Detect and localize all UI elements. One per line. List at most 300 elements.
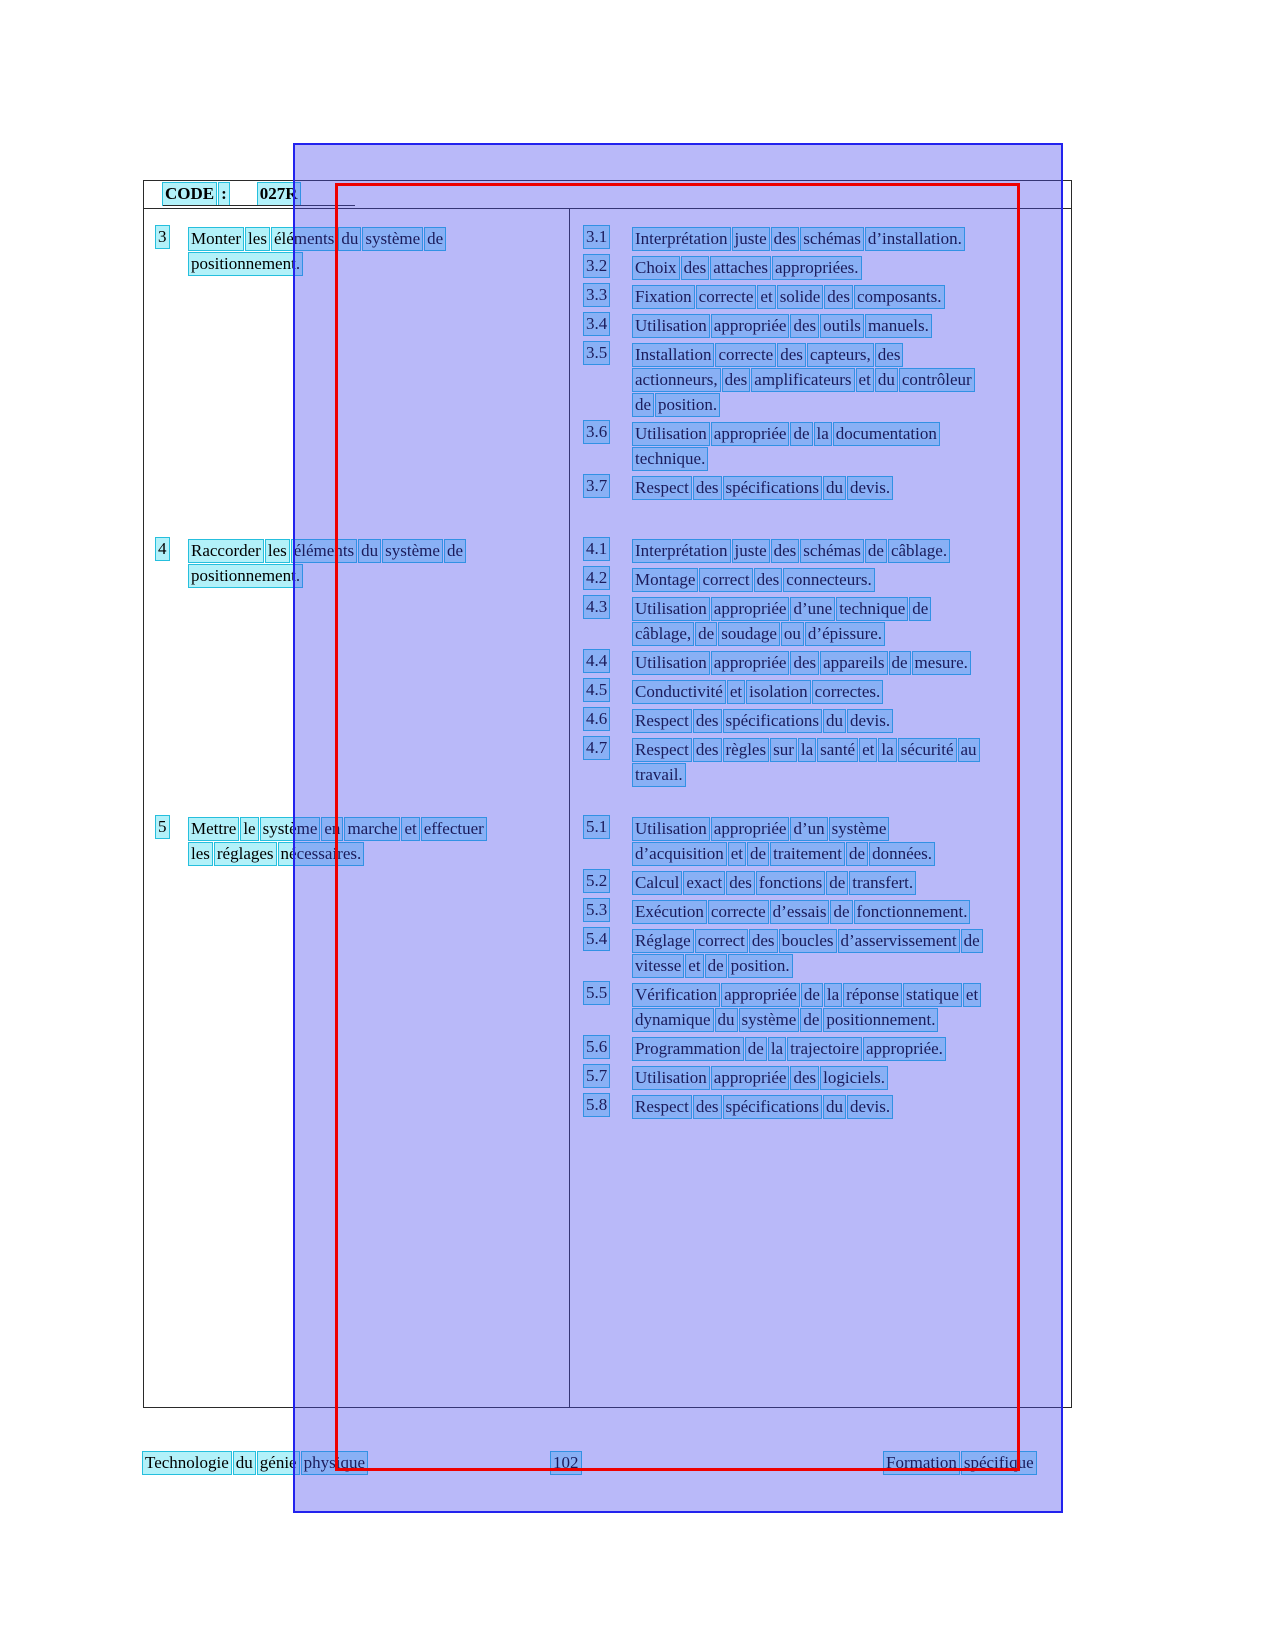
highlighted-word: appareils: [823, 653, 885, 672]
text-line: [189, 816, 489, 841]
criterion-item: [584, 313, 1070, 338]
highlighted-word: Exécution: [635, 902, 704, 921]
criterion-text: [633, 1036, 1070, 1061]
highlighted-word: des: [695, 478, 719, 497]
highlighted-word: 4.3: [586, 597, 608, 616]
competency-text: [189, 538, 468, 588]
highlighted-word: correctes.: [814, 682, 881, 701]
highlighted-word: câblage,: [635, 624, 692, 643]
highlighted-word: Respect: [635, 740, 689, 759]
criterion-item: [584, 596, 1070, 646]
criterion-text: [633, 899, 1070, 924]
highlighted-word: 5.2: [586, 871, 608, 890]
highlighted-word: positionnement.: [191, 566, 301, 585]
footer-document-title: [143, 1452, 370, 1474]
highlighted-word: spécifications: [725, 478, 819, 497]
highlighted-word: et: [730, 844, 744, 863]
text-line: [633, 899, 1070, 924]
highlighted-word: de: [698, 624, 715, 643]
highlighted-word: actionneurs,: [635, 370, 718, 389]
highlighted-word: statique: [906, 985, 959, 1004]
text-line: [189, 538, 468, 563]
highlighted-word: composants.: [856, 287, 942, 306]
text-line: [633, 596, 1070, 621]
text-line: [633, 953, 1070, 978]
highlighted-word: et: [688, 956, 701, 975]
highlighted-word: de: [793, 424, 810, 443]
criterion-item: [584, 982, 1070, 1032]
criterion-text: [633, 313, 1070, 338]
criterion-text: [633, 708, 1070, 733]
highlighted-word: traitement: [773, 844, 843, 863]
highlighted-word: de: [912, 599, 929, 618]
competency-cell: [156, 538, 566, 588]
text-line: [633, 421, 1070, 446]
highlighted-word: la: [816, 424, 829, 443]
highlighted-word: des: [773, 541, 797, 560]
criterion-text: [633, 1094, 1070, 1119]
highlighted-word: le: [243, 819, 256, 838]
text-line: [633, 538, 1070, 563]
highlighted-word: système: [831, 819, 887, 838]
highlighted-word: du: [825, 478, 843, 497]
highlighted-word: capteurs,: [809, 345, 871, 364]
criterion-item: [584, 708, 1070, 733]
highlighted-word: Vérification: [635, 985, 718, 1004]
highlighted-word: 5.7: [586, 1066, 608, 1085]
highlighted-word: 3.5: [586, 343, 608, 362]
highlighted-word: attaches: [713, 258, 768, 277]
highlighted-word: Installation: [635, 345, 712, 364]
highlighted-word: isolation: [749, 682, 808, 701]
highlighted-word: du: [717, 1010, 735, 1029]
criterion-item: [584, 899, 1070, 924]
criterion-number: [584, 255, 633, 277]
competency-number: [156, 816, 189, 838]
highlighted-word: marche: [347, 819, 398, 838]
highlighted-word: :: [221, 184, 227, 203]
highlighted-word: spécifications: [725, 1097, 819, 1116]
footer-section-label: [884, 1452, 1039, 1474]
highlighted-word: Mettre: [191, 819, 237, 838]
highlighted-word: des: [780, 345, 803, 364]
text-line: [633, 226, 1070, 251]
highlighted-word: Formation: [886, 1453, 957, 1472]
highlighted-word: appropriée: [713, 316, 787, 335]
highlighted-word: 3.4: [586, 314, 608, 333]
criterion-number: [584, 284, 633, 306]
criterion-item: [584, 538, 1070, 563]
highlighted-word: de: [963, 931, 980, 950]
highlighted-word: 3.1: [586, 227, 608, 246]
highlighted-word: appropriée: [713, 1068, 787, 1087]
highlighted-word: amplificateurs: [754, 370, 852, 389]
highlighted-word: 5.3: [586, 900, 608, 919]
evaluation-table: [143, 180, 1072, 1408]
criterion-item: [584, 928, 1070, 978]
highlighted-word: réponse: [846, 985, 900, 1004]
highlighted-word: 5.8: [586, 1095, 608, 1114]
competency-text: [189, 226, 448, 276]
highlighted-word: réglages: [216, 844, 274, 863]
highlighted-word: travail.: [635, 765, 683, 784]
criterion-number: [584, 1094, 633, 1116]
criterion-number: [584, 538, 633, 560]
highlighted-word: connecteurs.: [786, 570, 872, 589]
criterion-number: [584, 708, 633, 730]
highlighted-word: appropriées.: [774, 258, 859, 277]
highlighted-word: des: [793, 1068, 817, 1087]
highlighted-word: de: [635, 395, 652, 414]
highlighted-word: CODE: [165, 184, 215, 203]
highlighted-word: correct: [702, 570, 750, 589]
highlighted-word: logiciels.: [823, 1068, 885, 1087]
highlighted-word: technique: [839, 599, 906, 618]
highlighted-word: technique.: [635, 449, 706, 468]
highlighted-word: 4.1: [586, 539, 608, 558]
highlighted-word: et: [729, 682, 743, 701]
text-line: [633, 284, 1070, 309]
code-underline: [163, 205, 355, 206]
highlighted-word: d’acquisition: [635, 844, 724, 863]
competency-text: [189, 816, 489, 866]
highlighted-word: Choix: [635, 258, 677, 277]
highlighted-word: 5: [158, 817, 167, 836]
highlighted-word: et: [965, 985, 979, 1004]
text-line: [633, 737, 1070, 762]
highlighted-word: boucles: [781, 931, 834, 950]
criterion-text: [633, 284, 1070, 309]
criterion-text: [633, 982, 1070, 1032]
highlighted-word: 4.5: [586, 680, 608, 699]
highlighted-word: 4.6: [586, 709, 608, 728]
competency-cell: [156, 816, 566, 866]
criterion-number: [584, 679, 633, 701]
highlighted-word: Monter: [191, 229, 242, 248]
code-value: [258, 184, 303, 203]
highlighted-word: des: [695, 740, 719, 759]
highlighted-word: appropriée: [724, 985, 797, 1004]
highlighted-word: de: [427, 229, 444, 248]
highlighted-word: de: [803, 985, 820, 1004]
criterion-text: [633, 475, 1070, 500]
highlighted-word: devis.: [849, 478, 891, 497]
text-line: [633, 446, 1070, 471]
text-line: [633, 567, 1070, 592]
highlighted-word: santé: [820, 740, 856, 759]
text-line: [189, 841, 489, 866]
text-line: [633, 982, 1070, 1007]
highlighted-word: les: [191, 844, 210, 863]
criterion-text: [633, 567, 1070, 592]
highlighted-word: Programmation: [635, 1039, 741, 1058]
criterion-number: [584, 870, 633, 892]
highlighted-word: éléments: [273, 229, 335, 248]
code-header-text: [163, 183, 303, 205]
highlighted-word: sécurité: [900, 740, 954, 759]
highlighted-word: de: [446, 541, 463, 560]
highlighted-word: position.: [730, 956, 790, 975]
highlighted-word: appropriée: [713, 424, 787, 443]
highlighted-word: de: [833, 902, 850, 921]
criterion-text: [633, 816, 1070, 866]
criterion-text: [633, 538, 1070, 563]
highlighted-word: d’asservissement: [840, 931, 957, 950]
text-line: [633, 621, 1070, 646]
text-line: [633, 679, 1070, 704]
text-line: [189, 563, 468, 588]
highlighted-word: en: [324, 819, 341, 838]
code-label: [163, 184, 232, 203]
criterion-number: [584, 226, 633, 248]
highlighted-word: manuels.: [867, 316, 929, 335]
highlighted-word: positionnement.: [826, 1010, 936, 1029]
highlighted-word: spécifications: [725, 711, 819, 730]
highlighted-word: système: [385, 541, 440, 560]
highlighted-word: Réglage: [635, 931, 691, 950]
criterion-item: [584, 679, 1070, 704]
criterion-number: [584, 899, 633, 921]
column-divider: [569, 208, 570, 1407]
competency-number: [156, 538, 189, 560]
highlighted-word: fonctions: [758, 873, 823, 892]
highlighted-word: vitesse: [635, 956, 682, 975]
highlighted-word: 4.4: [586, 651, 608, 670]
highlighted-word: Respect: [635, 711, 689, 730]
highlighted-word: des: [877, 345, 901, 364]
highlighted-word: et: [404, 819, 417, 838]
highlighted-word: correcte: [710, 902, 766, 921]
highlighted-word: les: [267, 541, 287, 560]
highlighted-word: système: [365, 229, 421, 248]
highlighted-word: juste: [734, 229, 767, 248]
highlighted-word: nécessaires.: [280, 844, 362, 863]
highlighted-word: physique: [303, 1453, 365, 1472]
criterion-number: [584, 1065, 633, 1087]
text-line: [633, 708, 1070, 733]
highlighted-word: 3.3: [586, 285, 608, 304]
highlighted-word: 5.6: [586, 1037, 608, 1056]
criterion-item: [584, 650, 1070, 675]
highlighted-word: Interprétation: [635, 541, 728, 560]
highlighted-word: documentation: [835, 424, 937, 443]
criterion-number: [584, 596, 633, 618]
highlighted-word: 3.2: [586, 256, 608, 275]
highlighted-word: correcte: [698, 287, 754, 306]
highlighted-word: Respect: [635, 1097, 689, 1116]
text-line: [633, 313, 1070, 338]
highlighted-word: 027R: [259, 184, 298, 203]
highlighted-word: 102: [553, 1453, 579, 1472]
highlighted-word: et: [862, 740, 875, 759]
criterion-item: [584, 342, 1070, 417]
footer-page-number: [551, 1452, 584, 1474]
criterion-text: [633, 650, 1070, 675]
highlighted-word: et: [858, 370, 871, 389]
highlighted-word: la: [826, 985, 840, 1004]
criterion-item: [584, 284, 1070, 309]
criterion-number: [584, 816, 633, 838]
text-line: [633, 1007, 1070, 1032]
highlighted-word: correcte: [718, 345, 774, 364]
highlighted-word: des: [827, 287, 850, 306]
highlighted-word: des: [773, 229, 797, 248]
highlighted-word: appropriée.: [866, 1039, 943, 1058]
highlighted-word: et: [760, 287, 773, 306]
highlighted-word: de: [891, 653, 908, 672]
highlighted-word: appropriée: [713, 599, 787, 618]
highlighted-word: outils: [823, 316, 861, 335]
criterion-number: [584, 737, 633, 759]
text-line: [633, 1065, 1070, 1090]
criterion-item: [584, 1065, 1070, 1090]
highlighted-word: Interprétation: [635, 229, 728, 248]
highlighted-word: des: [751, 931, 775, 950]
highlighted-word: Utilisation: [635, 316, 707, 335]
text-line: [633, 841, 1070, 866]
highlighted-word: Montage: [635, 570, 696, 589]
highlighted-word: appropriée: [713, 653, 787, 672]
highlighted-word: Raccorder: [191, 541, 261, 560]
criterion-text: [633, 928, 1070, 978]
criterion-item: [584, 737, 1070, 787]
highlighted-word: données.: [872, 844, 933, 863]
criterion-number: [584, 421, 633, 443]
criterion-item: [584, 567, 1070, 592]
text-line: [189, 251, 448, 276]
highlighted-word: 4: [158, 539, 167, 558]
highlighted-word: du: [877, 370, 895, 389]
highlighted-word: système: [741, 1010, 797, 1029]
highlighted-word: les: [248, 229, 267, 248]
highlighted-word: de: [829, 873, 846, 892]
highlighted-word: 5.5: [586, 983, 608, 1002]
highlighted-word: la: [800, 740, 814, 759]
criterion-text: [633, 226, 1070, 251]
criterion-item: [584, 421, 1070, 471]
highlighted-word: de: [747, 1039, 764, 1058]
highlighted-word: fonctionnement.: [856, 902, 968, 921]
highlighted-word: 3: [158, 227, 167, 246]
criterion-text: [633, 679, 1070, 704]
highlighted-word: d’essais: [772, 902, 827, 921]
criterion-item: [584, 1094, 1070, 1119]
criteria-cell: [584, 226, 1070, 504]
highlighted-word: dynamique: [635, 1010, 711, 1029]
highlighted-word: d’un: [793, 819, 825, 838]
text-line: [633, 816, 1070, 841]
criterion-number: [584, 1036, 633, 1058]
highlighted-word: des: [695, 711, 719, 730]
criterion-number: [584, 650, 633, 672]
highlighted-word: au: [960, 740, 977, 759]
highlighted-word: de: [867, 541, 884, 560]
highlighted-word: ou: [783, 624, 801, 643]
text-line: [633, 928, 1070, 953]
highlighted-word: des: [756, 570, 780, 589]
highlighted-word: d’une: [793, 599, 833, 618]
code-header-row: [144, 181, 1071, 209]
criterion-number: [584, 928, 633, 950]
highlighted-word: du: [361, 541, 379, 560]
criterion-text: [633, 342, 1070, 417]
criterion-item: [584, 255, 1070, 280]
criteria-cell: [584, 538, 1070, 791]
highlighted-word: des: [683, 258, 707, 277]
text-line: [633, 367, 1070, 392]
highlighted-word: schémas: [803, 541, 861, 560]
highlighted-word: Calcul: [635, 873, 680, 892]
highlighted-word: d’installation.: [867, 229, 962, 248]
competency-number: [156, 226, 189, 248]
text-line: [633, 475, 1070, 500]
highlighted-word: génie: [259, 1453, 297, 1472]
criterion-item: [584, 226, 1070, 251]
highlighted-word: la: [770, 1039, 784, 1058]
criterion-text: [633, 596, 1070, 646]
highlighted-word: Utilisation: [635, 599, 707, 618]
highlighted-word: Respect: [635, 478, 689, 497]
highlighted-word: positionnement.: [191, 254, 301, 273]
text-line: [633, 1036, 1070, 1061]
highlighted-word: schémas: [803, 229, 861, 248]
highlighted-word: spécifique: [963, 1453, 1034, 1472]
highlighted-word: 3.6: [586, 422, 608, 441]
text-line: [633, 1094, 1070, 1119]
highlighted-word: exact: [686, 873, 723, 892]
highlighted-word: appropriée: [713, 819, 787, 838]
highlighted-word: des: [793, 316, 817, 335]
highlighted-word: Utilisation: [635, 819, 707, 838]
criterion-text: [633, 870, 1070, 895]
highlighted-word: Utilisation: [635, 424, 707, 443]
criterion-item: [584, 870, 1070, 895]
highlighted-word: devis.: [849, 711, 891, 730]
criterion-item: [584, 1036, 1070, 1061]
highlighted-word: de: [750, 844, 767, 863]
highlighted-word: des: [695, 1097, 719, 1116]
highlighted-word: du: [825, 711, 843, 730]
highlighted-word: Utilisation: [635, 1068, 707, 1087]
highlighted-word: des: [729, 873, 752, 892]
highlighted-word: la: [881, 740, 894, 759]
highlighted-word: effectuer: [423, 819, 484, 838]
criteria-cell: [584, 816, 1070, 1123]
highlighted-word: contrôleur: [901, 370, 972, 389]
highlighted-word: soudage: [721, 624, 777, 643]
highlighted-word: 3.7: [586, 476, 608, 495]
highlighted-word: 4.7: [586, 738, 608, 757]
highlighted-word: des: [793, 653, 817, 672]
criterion-number: [584, 475, 633, 497]
text-line: [633, 870, 1070, 895]
highlighted-word: correct: [697, 931, 745, 950]
criterion-item: [584, 475, 1070, 500]
highlighted-word: de: [707, 956, 724, 975]
highlighted-word: 4.2: [586, 568, 608, 587]
text-line: [633, 255, 1070, 280]
highlighted-word: de: [803, 1010, 820, 1029]
criterion-text: [633, 255, 1070, 280]
highlighted-word: trajectoire: [790, 1039, 859, 1058]
text-line: [633, 762, 1070, 787]
criterion-number: [584, 567, 633, 589]
highlighted-word: Fixation: [635, 287, 692, 306]
highlighted-word: des: [724, 370, 748, 389]
criterion-number: [584, 342, 633, 364]
highlighted-word: juste: [734, 541, 767, 560]
highlighted-word: d’épissure.: [807, 624, 883, 643]
